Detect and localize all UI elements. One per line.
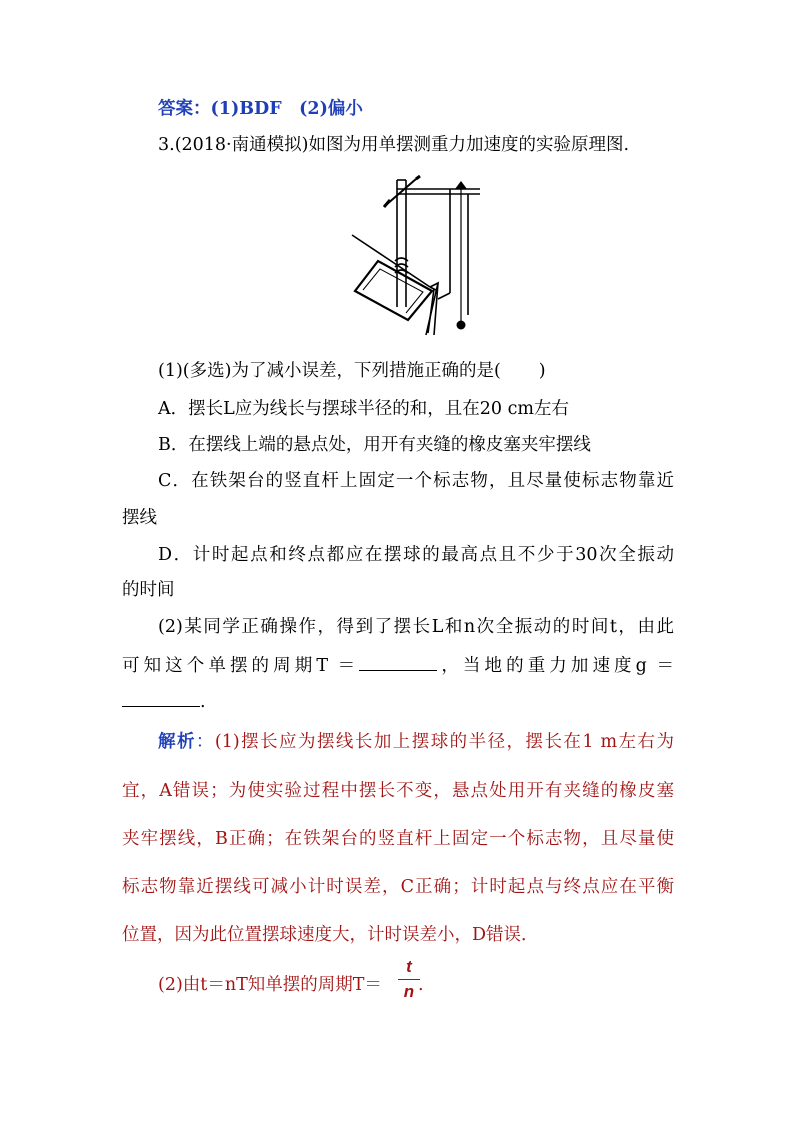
fraction-denominator: n <box>403 982 415 1001</box>
part1-prompt <box>158 359 546 383</box>
option-a: A．摆长L应为线长与摆球半径的和，且在20 cm左右 <box>158 399 569 419</box>
option-c-line2: 摆线 <box>122 508 157 528</box>
analysis-text-1: (1)摆长应为摆线长加上摆球的半径，摆长在1 m左右为 <box>214 732 675 752</box>
option-c-line1: C．在铁架台的竖直杆上固定一个标志物，且尽量使标志物靠近 <box>158 471 674 491</box>
analysis-part2-text: (2)由t＝nT知单摆的周期T＝ <box>158 975 382 995</box>
period-blank <box>359 652 437 671</box>
analysis-part2 <box>158 973 382 997</box>
part2-line1: (2)某同学正确操作，得到了摆长L和n次全振动的时间t，由此 <box>158 617 674 637</box>
answer-text: (1)BDF (2)偏小 <box>210 99 363 119</box>
option-b: B．在摆线上端的悬点处，用开有夹缝的橡皮塞夹牢摆线 <box>158 435 591 455</box>
part2-line3 <box>122 688 206 714</box>
answer-label: 答案 <box>158 99 193 119</box>
part1-prompt-close: ) <box>538 361 546 381</box>
part2-end: . <box>200 692 206 712</box>
fraction-bar <box>398 979 420 980</box>
period-fraction <box>398 956 420 1003</box>
analysis-line5: 位置，因为此位置摆球速度大，计时误差小，D错误． <box>122 925 539 945</box>
pendulum-diagram <box>330 175 490 345</box>
question-stem: 3.(2018·南通模拟)如图为用单摆测重力加速度的实验原理图. <box>158 135 630 155</box>
suspension-marker <box>455 181 467 189</box>
gravity-prompt: ，当地的重力加速度g ＝ <box>437 656 674 676</box>
part2-line2 <box>122 652 674 678</box>
option-d-line2: 的时间 <box>122 580 175 600</box>
pendulum-bob <box>457 321 466 330</box>
fraction-numerator: t <box>406 957 412 976</box>
analysis-colon: ： <box>195 732 215 752</box>
answer-line <box>158 97 363 121</box>
analysis-line1 <box>158 730 674 754</box>
analysis-line4: 标志物靠近摆线可减小计时误差，C正确；计时起点与终点应在平衡 <box>122 877 674 897</box>
analysis-label: 解析 <box>158 732 196 752</box>
period-prompt: 可知这个单摆的周期T ＝ <box>122 656 360 676</box>
option-d-line1: D．计时起点和终点都应在摆球的最高点且不少于30次全振动 <box>158 545 674 565</box>
answer-colon: ： <box>193 99 211 119</box>
part1-prompt-text: (1)(多选)为了减小误差，下列措施正确的是( <box>158 361 501 381</box>
analysis-part2-end: . <box>418 975 424 995</box>
analysis-line3: 夹牢摆线，B正确；在铁架台的竖直杆上固定一个标志物，且尽量使 <box>122 829 674 849</box>
analysis-line2: 宜，A错误；为使实验过程中摆长不变，悬点处用开有夹缝的橡皮塞 <box>122 781 674 801</box>
gravity-blank <box>122 688 200 707</box>
